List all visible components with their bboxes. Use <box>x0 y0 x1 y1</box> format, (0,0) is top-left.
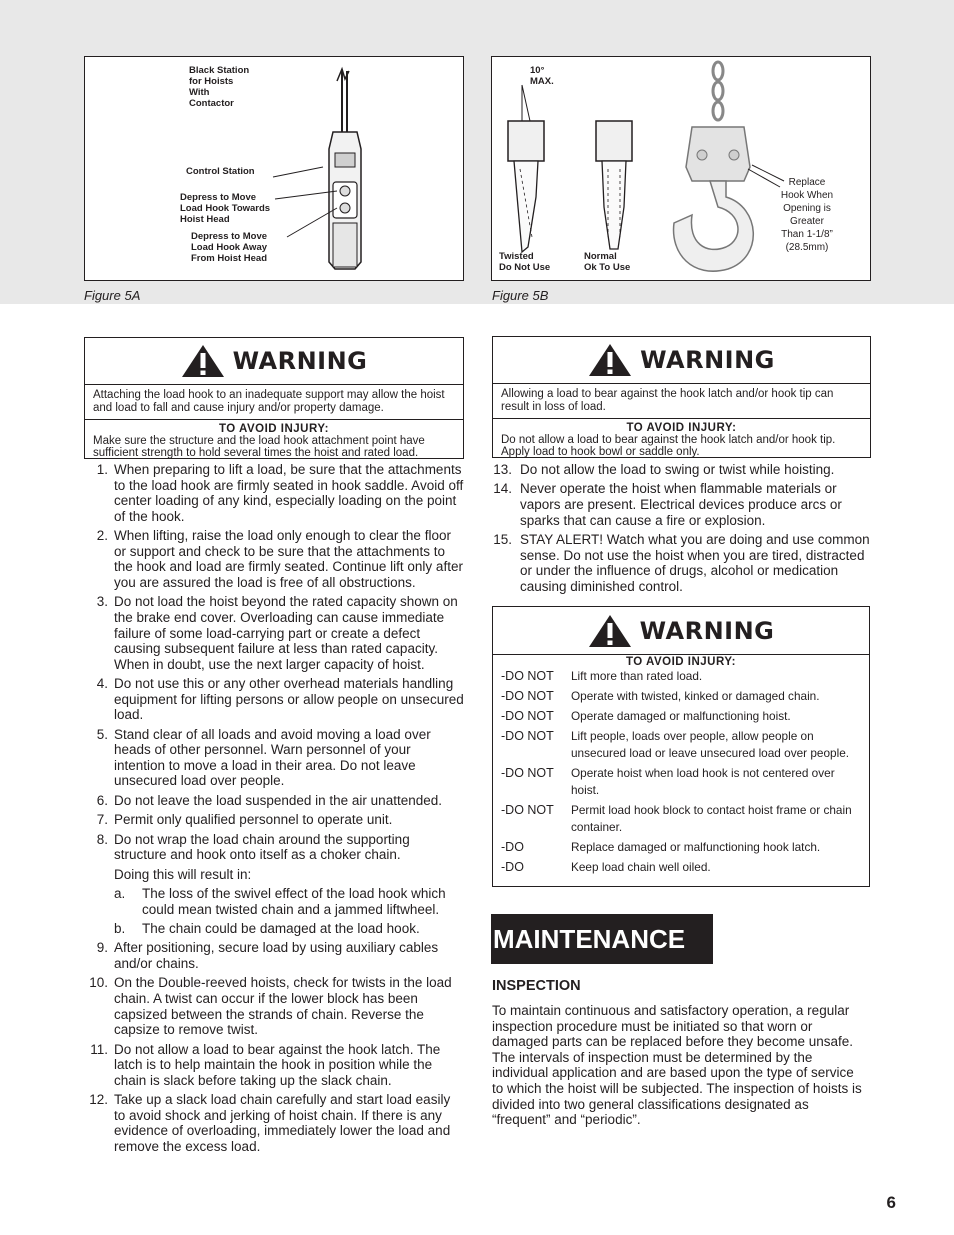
rule-keyword: -DO NOT <box>501 689 554 703</box>
sub-list-item: b. The chain could be damaged at the load hook. <box>114 921 420 936</box>
rule-keyword: -DO NOT <box>501 766 554 780</box>
rule-keyword: -DO NOT <box>501 709 554 723</box>
do-do-not-list <box>493 668 869 876</box>
warning-box-do-and-do-not <box>492 606 870 887</box>
rule-text: Lift more than rated load. <box>571 669 703 683</box>
list-item: 3. Do not load the hoist beyond the rated capacity shown on the brake end cover. Overloading can cause immediate failure of some load-carrying part or create a defect causing subsequent failure at less than rated capacity. When in doubt, use the next larger capacity of hoist. <box>96 594 458 672</box>
inspection-body: To maintain continuous and satisfactory operation, a regular inspection procedure must be initiated so that worn or damaged parts can be replaced before they become unsafe. The intervals of inspection must be determined by the individual application and are based upon the type of service to which the hoist will be subjected. The inspection of hoists is divided into two general classifications designated as “frequent” and “periodic”. <box>492 1003 862 1128</box>
rule-text: Lift people, loads over people, allow people on unsecured load or leave unsecured load over people. <box>571 729 850 760</box>
list-item: 7. Permit only qualified personnel to operate unit. <box>96 812 393 828</box>
warning-triangle-icon <box>181 344 225 378</box>
figure-5a-box <box>84 56 464 281</box>
label-black-station: Black Station for Hoists With Contactor <box>189 65 250 109</box>
avoid-injury-heading: TO AVOID INJURY: <box>218 423 330 435</box>
do-rule-row <box>501 802 861 836</box>
sub-list-item: a. The loss of the swivel effect of the load hook which could mean twisted chain and a jammed liftwheel. <box>114 886 446 917</box>
label-twisted: Twisted Do Not Use <box>499 251 551 273</box>
rule-keyword: -DO <box>501 860 524 874</box>
list-item: 2. When lifting, raise the load only enough to clear the floor or support and check to be sure that the attachments to the hook and load are firmly seated. Continue lift only after you are assured the load is free of all obstructions. <box>96 528 463 590</box>
rule-text: Operate hoist when load hook is not centered over hoist. <box>571 766 835 797</box>
rule-text: Replace damaged or malfunctioning hook latch. <box>571 840 821 854</box>
list-item: 12. Take up a slack load chain carefully and start load easily to avoid shock and jerking of hoist chain. If there is any evidence of overloading, immediately lower the load and remove the excess load. <box>89 1092 451 1154</box>
figure-5b-caption: Figure 5B <box>492 288 549 303</box>
inspection-subheading: INSPECTION <box>492 978 581 994</box>
list-item: 11. Do not allow a load to bear against the hook latch. The latch is to help maintain the hook in position while the chain is slack before taking up the slack chain. <box>90 1041 441 1088</box>
list-item: 6. Do not leave the load suspended in the air unattended. <box>96 792 442 808</box>
warning-box-hook-latch <box>492 336 871 458</box>
rule-text: Permit load hook block to contact hoist frame or chain container. <box>571 803 852 834</box>
rule-keyword: -DO NOT <box>501 729 554 743</box>
list-item: 5. Stand clear of all loads and avoid moving a load over heads of other personnel. Warn personnel of your intention to move a load in their area. Do not leave unsecured load over people. <box>96 726 431 789</box>
do-rule-row <box>501 688 861 705</box>
safety-list-right <box>492 462 870 598</box>
warning-header <box>493 337 870 384</box>
warning-header <box>493 607 869 655</box>
rule-text: Keep load chain well oiled. <box>571 860 711 874</box>
do-rule-row <box>501 839 861 856</box>
label-depress-towards: Depress to Move Load Hook Towards Hoist Head <box>180 192 271 225</box>
avoid-injury-text: Do not allow a load to bear against the hook latch and/or hook tip. Apply load to hook bowl or saddle only. <box>501 434 836 458</box>
pendant-control-station-illustration <box>85 57 463 280</box>
rule-keyword: -DO NOT <box>501 669 554 683</box>
list-item-note: Doing this will result in: <box>114 866 252 882</box>
warning-box-hook-support <box>84 337 464 459</box>
page-number: 6 <box>886 1193 896 1212</box>
warning-title: WARNING <box>640 346 775 374</box>
safety-list-left <box>84 462 464 1158</box>
list-item: 14. Never operate the hoist when flammable materials or vapors are present. Electrical devices produce arcs or sparks that can cause a fire or explosion. <box>493 481 842 528</box>
avoid-injury-text: Make sure the structure and the load hook attachment point have sufficient strength to hold several times the hoist and rated load. <box>93 435 425 459</box>
label-replace-hook: Replace Hook When Opening is Greater Than 1-1/8” (28.5mm) <box>780 177 834 253</box>
rule-text: Operate damaged or malfunctioning hoist. <box>571 709 791 723</box>
list-item: 13. Do not allow the load to swing or twist while hoisting. <box>493 462 835 477</box>
figure-5a-caption: Figure 5A <box>84 288 141 303</box>
warning-triangle-icon <box>588 614 632 648</box>
label-normal: Normal Ok To Use <box>584 251 631 273</box>
do-rule-row <box>501 765 861 799</box>
figure-5b-box <box>491 56 871 281</box>
list-item: 1. When preparing to lift a load, be sure that the attachments to the load hook are firmly seated in hook saddle. Avoid off center loading of any kind, especially loading on the point of the hook. <box>96 462 464 524</box>
warning-description: Attaching the load hook to an inadequate support may allow the hoist and load to fall and cause injury and/or property damage. <box>85 385 463 420</box>
list-item: 8. Do not wrap the load chain around the supporting structure and hook onto itself as a choker chain. <box>96 831 410 863</box>
rule-keyword: -DO NOT <box>501 803 554 817</box>
warning-description: Allowing a load to bear against the hook latch and/or hook tip can result in loss of load. <box>493 384 870 419</box>
do-rule-row <box>501 859 861 876</box>
rule-text: Operate with twisted, kinked or damaged chain. <box>571 689 820 703</box>
label-depress-away: Depress to Move Load Hook Away From Hoist Head <box>191 231 268 264</box>
warning-title: WARNING <box>232 347 368 375</box>
avoid-injury-heading: TO AVOID INJURY: <box>626 422 737 434</box>
warning-title: WARNING <box>639 616 775 645</box>
rule-keyword: -DO <box>501 840 524 854</box>
label-10-degree-max: 10° MAX. <box>530 65 554 87</box>
warning-triangle-icon <box>588 343 632 377</box>
do-rule-row <box>501 668 861 685</box>
list-item: 4. Do not use this or any other overhead materials handling equipment for lifting persons or allow people on unsecured load. <box>96 676 464 723</box>
maintenance-heading: MAINTENANCE <box>491 914 713 964</box>
list-item: 9. After positioning, secure load by using auxiliary cables and/or chains. <box>96 940 439 971</box>
list-item: 10. On the Double-reeved hoists, check for twists in the load chain. A twist can occur if the lower block has been capsized between the strands of chain. Reverse the capsize to remove twist. <box>89 975 452 1038</box>
list-item: 15. STAY ALERT! Watch what you are doing and use common sense. Do not use the hoist when you are tired, distracted or under the influence of drugs, alcohol or medication causing diminished control. <box>493 531 870 594</box>
warning-header <box>85 338 463 385</box>
label-control-station: Control Station <box>186 166 255 177</box>
avoid-injury-heading: TO AVOID INJURY: <box>625 656 737 668</box>
do-rule-row <box>501 728 861 762</box>
do-rule-row <box>501 708 861 725</box>
